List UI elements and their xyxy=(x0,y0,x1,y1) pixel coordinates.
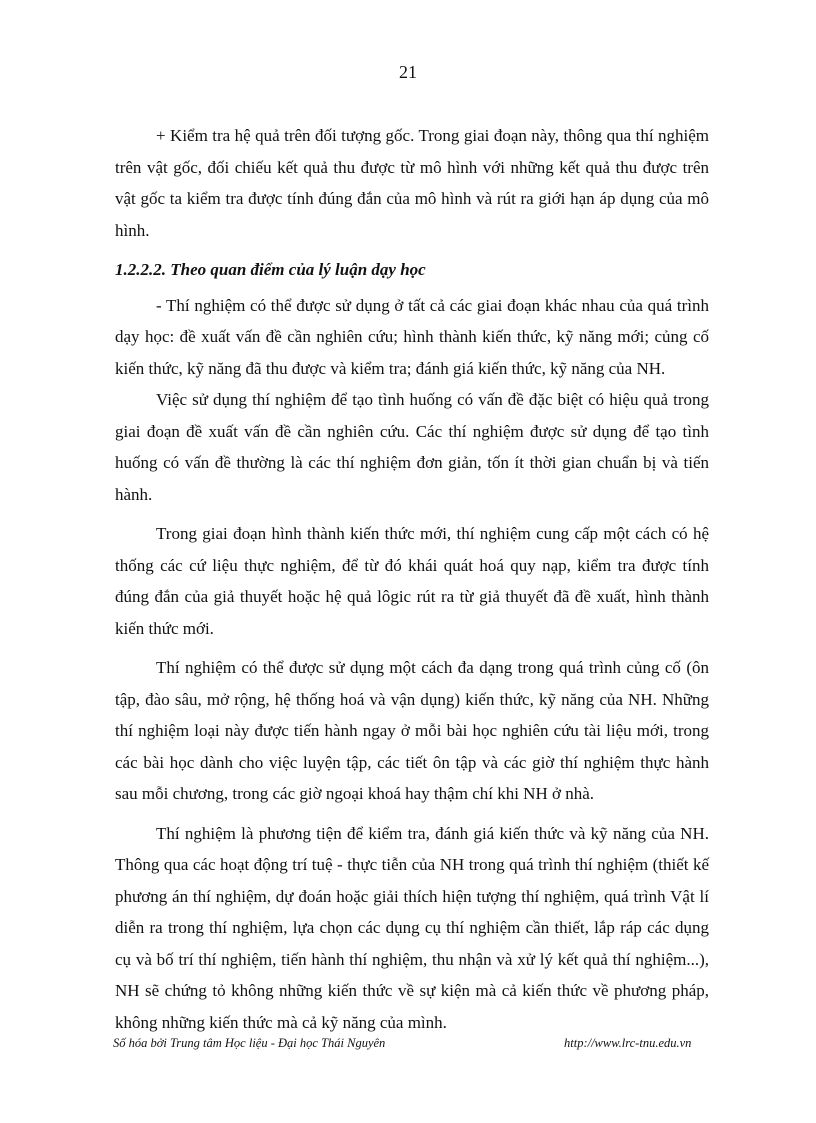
page-footer xyxy=(113,1036,713,1056)
paragraph-kiem-tra-danh-gia: Thí nghiệm là phương tiện để kiểm tra, đánh giá kiến thức và kỹ năng của NH. Thông qua các hoạt động trí tuệ - thực tiễn của NH trong quá trình thí nghiệm (thiết kế phương án thí nghiệm, dự đoán hoặc giải thích hiện tượng thí nghiệm, quá trình Vật lí diễn ra trong thí nghiệm, lựa chọn các dụng cụ thí nghiệm cần thiết, lắp ráp các dụng cụ và bố trí thí nghiệm, tiến hành thí nghiệm, thu nhận và xử lý kết quả thí nghiệm...), NH sẽ chứng tỏ không những kiến thức về sự kiện mà cả kiến thức về phương pháp, không những kiến thức mà cả kỹ năng của mình. xyxy=(115,823,709,1032)
paragraph-kiem-tra-he-qua: + Kiểm tra hệ quả trên đối tượng gốc. Trong giai đoạn này, thông qua thí nghiệm trên vật gốc, đối chiếu kết quả thu được từ mô hình với những kết quả thu được trên vật gốc ta kiểm tra được tính đúng đắn của mô hình và rút ra giới hạn áp dụng của mô hình. xyxy=(115,126,709,240)
paragraph-tinh-huong-co-van-de: Việc sử dụng thí nghiệm để tạo tình huống có vấn đề đặc biệt có hiệu quả trong giai đoạn đề xuất vấn đề cần nghiên cứu. Các thí nghiệm được sử dụng để tạo tình huống có vấn đề thường là các thí nghiệm đơn giản, tốn ít thời gian chuẩn bị và tiến hành. xyxy=(115,390,709,504)
page-number: 21 xyxy=(399,62,417,82)
paragraph-cung-co-kien-thuc: Thí nghiệm có thể được sử dụng một cách đa dạng trong quá trình củng cố (ôn tập, đào sâu, mở rộng, hệ thống hoá và vận dụng) kiến thức, kỹ năng của NH. Những thí nghiệm loại này được tiến hành ngay ở mỗi bài học nghiên cứu tài liệu mới, trong các bài học dành cho việc luyện tập, các tiết ôn tập và các giờ thí nghiệm thực hành sau mỗi chương, trong các giờ ngoại khoá hay thậm chí khi NH ở nhà. xyxy=(115,658,709,803)
paragraph-hinh-thanh-kien-thuc: Trong giai đoạn hình thành kiến thức mới, thí nghiệm cung cấp một cách có hệ thống các cứ liệu thực nghiệm, để từ đó khái quát hoá quy nạp, kiểm tra được tính đúng đắn của giả thuyết hoặc hệ quả lôgic rút ra từ giả thuyết đã đề xuất, hình thành kiến thức mới. xyxy=(115,524,709,638)
body-text xyxy=(115,120,709,1038)
paragraph-giai-doan-day-hoc: - Thí nghiệm có thể được sử dụng ở tất cả các giai đoạn khác nhau của quá trình dạy học: đề xuất vấn đề cần nghiên cứu; hình thành kiến thức, kỹ năng mới; củng cố kiến thức, kỹ năng đã thu được và kiểm tra; đánh giá kiến thức, kỹ năng của NH. xyxy=(115,295,709,378)
footer-source: Số hóa bởi Trung tâm Học liệu - Đại học Thái Nguyên xyxy=(113,1036,386,1050)
footer-url: http://www.lrc-tnu.edu.vn xyxy=(564,1036,692,1050)
section-heading: 1.2.2.2. Theo quan điểm của lý luận dạy học xyxy=(115,260,426,279)
